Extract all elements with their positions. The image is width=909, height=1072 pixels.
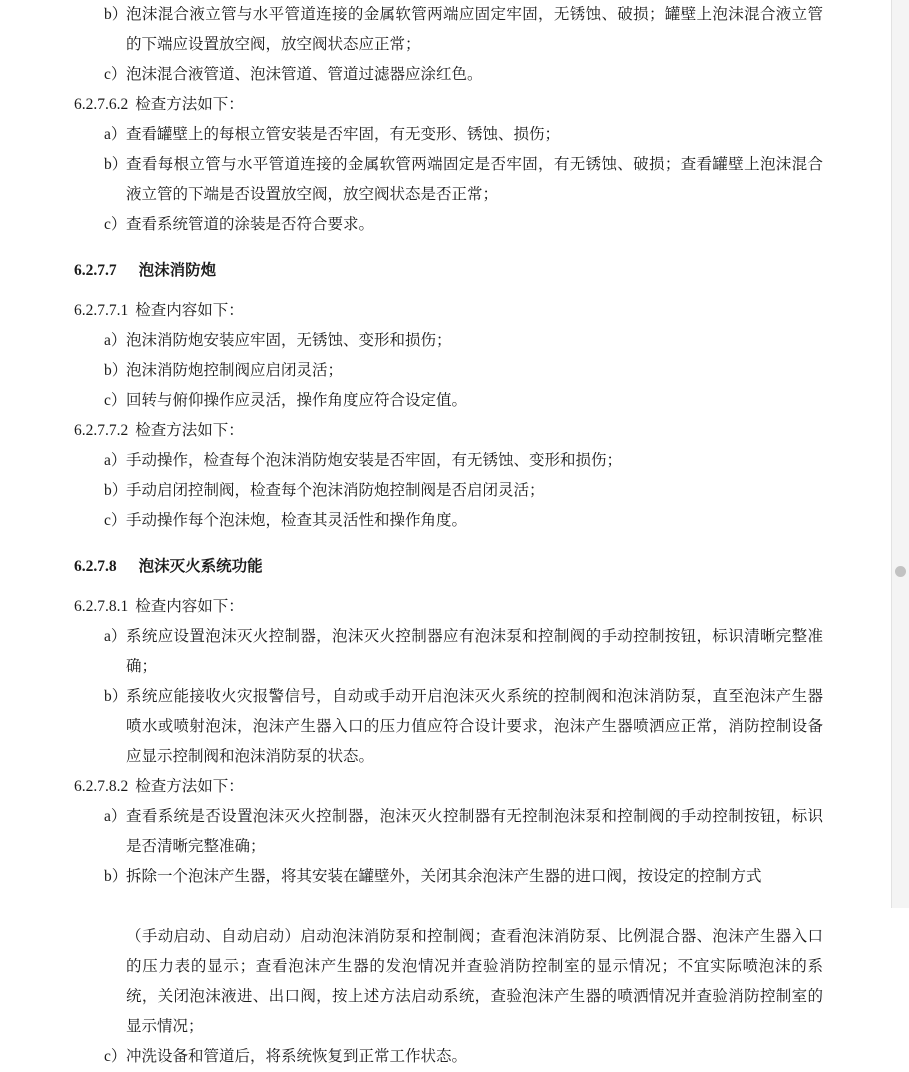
list-item-text: 泡沫消防炮安装应牢固，无锈蚀、变形和损伤； <box>126 332 452 349</box>
list-item-text: 查看系统管道的涂装是否符合要求。 <box>126 216 375 233</box>
list-item-marker: b） <box>104 6 128 23</box>
list-item <box>74 682 823 772</box>
list-item-marker: b） <box>104 156 128 173</box>
clause-number: 6.2.7.8.2 <box>74 778 129 795</box>
list-item <box>74 0 823 60</box>
list-item-marker: a） <box>104 126 127 143</box>
section-heading <box>74 256 823 286</box>
scrollbar-thumb[interactable] <box>895 566 906 577</box>
clause-text: 检查方法如下： <box>135 422 244 439</box>
list-item-text: 泡沫混合液管道、泡沫管道、管道过滤器应涂红色。 <box>126 66 483 83</box>
list-item-marker: a） <box>104 332 127 349</box>
clause-text: 检查方法如下： <box>135 96 244 113</box>
clause-heading <box>74 296 823 326</box>
list-item-marker: c） <box>104 512 127 529</box>
list-item <box>74 802 823 862</box>
list-item <box>74 862 823 892</box>
section-number: 6.2.7.8 <box>74 558 117 575</box>
clause-heading <box>74 90 823 120</box>
list-item <box>74 210 823 240</box>
list-item-marker: b） <box>104 868 128 885</box>
list-item-marker: c） <box>104 66 127 83</box>
list-item <box>74 476 823 506</box>
list-item-text: 查看每根立管与水平管道连接的金属软管两端固定是否牢固，有无锈蚀、破损；查看罐壁上泡沫混合液立管的下端是否设置放空阀，放空阀状态是否正常； <box>126 156 823 203</box>
list-item-marker: c） <box>104 216 127 233</box>
clause-text: 检查方法如下： <box>135 778 244 795</box>
list-item-text: 手动操作每个泡沫炮，检查其灵活性和操作角度。 <box>126 512 468 529</box>
list-item <box>74 1042 823 1072</box>
clause-heading <box>74 592 823 622</box>
list-item-marker: a） <box>104 452 127 469</box>
section-heading <box>74 552 823 582</box>
list-item-marker-empty <box>74 922 126 1042</box>
list-item-text: 系统应设置泡沫灭火控制器，泡沫灭火控制器应有泡沫泵和控制阀的手动控制按钮，标识清晰完整准确； <box>126 628 823 675</box>
list-item-marker: a） <box>104 808 127 825</box>
list-item-text: 系统应能接收火灾报警信号，自动或手动开启泡沫灭火系统的控制阀和泡沫消防泵，直至泡沫产生器喷水或喷射泡沫，泡沫产生器入口的压力值应符合设计要求，泡沫产生器喷洒应正常，消防控制设备应显示控制阀和泡沫消防泵的状态。 <box>126 688 823 765</box>
list-item-text: 查看罐壁上的每根立管安装是否牢固，有无变形、锈蚀、损伤； <box>126 126 561 143</box>
clause-number: 6.2.7.7.2 <box>74 422 129 439</box>
list-item <box>74 386 823 416</box>
list-item <box>74 120 823 150</box>
list-item-text: 泡沫混合液立管与水平管道连接的金属软管两端应固定牢固，无锈蚀、破损；罐壁上泡沫混合液立管的下端应设置放空阀，放空阀状态应正常； <box>126 6 823 53</box>
clause-number: 6.2.7.7.1 <box>74 302 129 319</box>
paragraph-gap <box>74 892 823 922</box>
list-item <box>74 506 823 536</box>
section-number: 6.2.7.7 <box>74 262 117 279</box>
list-item-text: 手动启闭控制阀，检查每个泡沫消防炮控制阀是否启闭灵活； <box>126 482 545 499</box>
clause-number: 6.2.7.8.1 <box>74 598 129 615</box>
list-item-text: 冲洗设备和管道后，将系统恢复到正常工作状态。 <box>126 1048 468 1065</box>
clause-heading <box>74 416 823 446</box>
list-item-marker: a） <box>104 628 127 645</box>
list-item <box>74 326 823 356</box>
scrollbar-track[interactable] <box>891 0 909 908</box>
list-item-marker: b） <box>104 362 128 379</box>
list-item-marker: b） <box>104 688 128 705</box>
list-item-text: 泡沫消防炮控制阀应启闭灵活； <box>126 362 344 379</box>
clause-text: 检查内容如下： <box>135 598 244 615</box>
clause-number: 6.2.7.6.2 <box>74 96 129 113</box>
section-title-text: 泡沫消防炮 <box>138 262 217 279</box>
section-title-text: 泡沫灭火系统功能 <box>138 558 263 575</box>
list-item-text: 回转与俯仰操作应灵活，操作角度应符合设定值。 <box>126 392 468 409</box>
list-item-text: 手动操作，检查每个泡沫消防炮安装是否牢固，有无锈蚀、变形和损伤； <box>126 452 623 469</box>
clause-text: 检查内容如下： <box>135 302 244 319</box>
list-item-text: （手动启动、自动启动）启动泡沫消防泵和控制阀；查看泡沫消防泵、比例混合器、泡沫产生器入口的压力表的显示；查看泡沫产生器的发泡情况并查验消防控制室的显示情况；不宜实际喷泡沫的系统，关闭泡沫液进、出口阀，按上述方法启动系统，查验泡沫产生器的喷洒情况并查验消防控制室的显示情况； <box>126 928 823 1035</box>
list-item <box>74 446 823 476</box>
list-item-marker: c） <box>104 392 127 409</box>
list-item-marker: c） <box>104 1048 127 1065</box>
document-content <box>74 0 823 1072</box>
list-item <box>74 622 823 682</box>
list-item <box>74 356 823 386</box>
list-item-continuation <box>74 922 823 1042</box>
list-item <box>74 60 823 90</box>
list-item-marker: b） <box>104 482 128 499</box>
list-item-text: 查看系统是否设置泡沫灭火控制器，泡沫灭火控制器有无控制泡沫泵和控制阀的手动控制按钮，标识是否清晰完整准确； <box>126 808 823 855</box>
list-item <box>74 150 823 210</box>
list-item-text: 拆除一个泡沫产生器，将其安装在罐壁外，关闭其余泡沫产生器的进口阀，按设定的控制方式 <box>126 868 762 885</box>
clause-heading <box>74 772 823 802</box>
